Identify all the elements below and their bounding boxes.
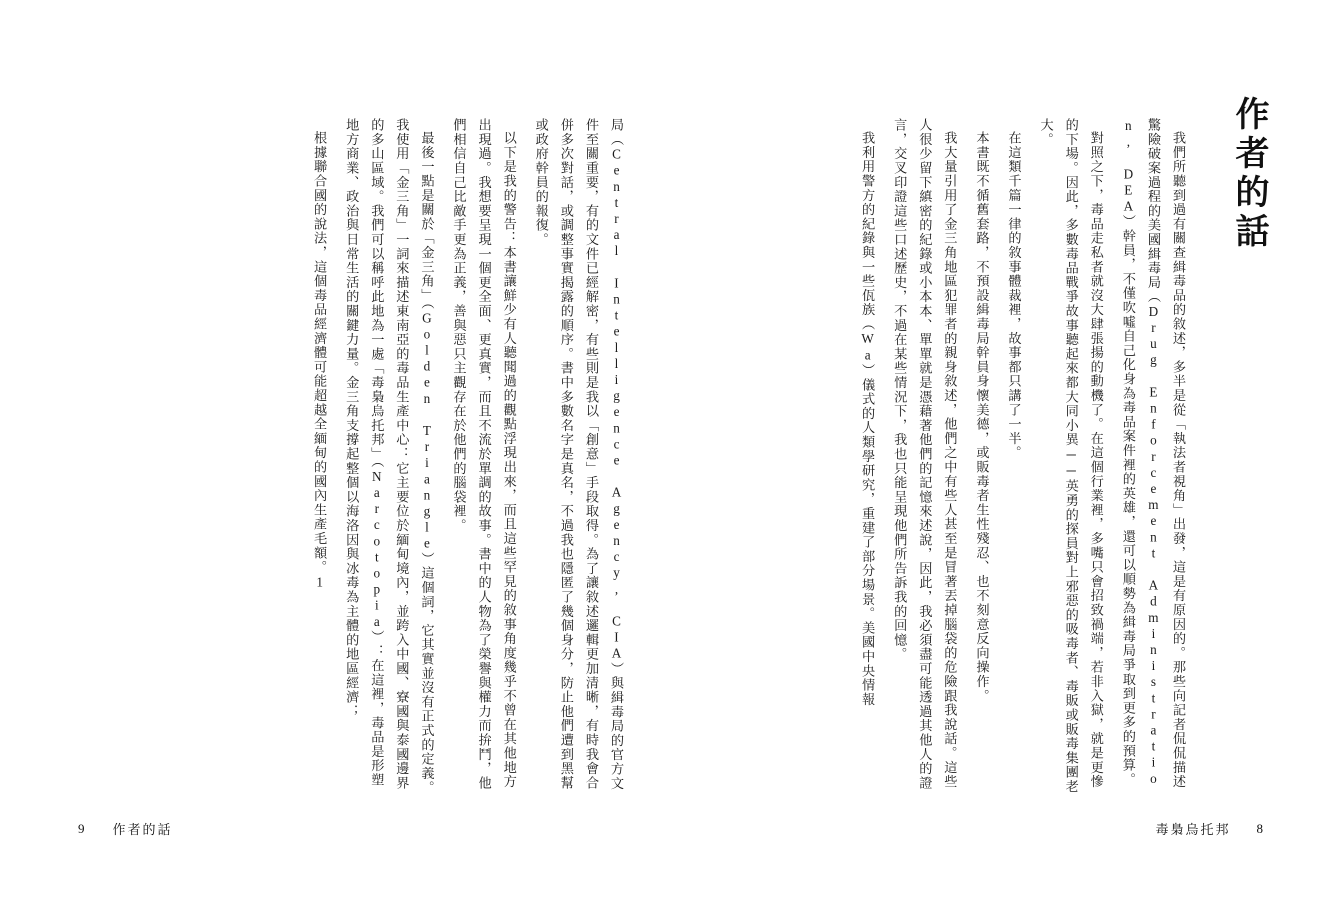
text-column: 我們所聽到過有關查緝毒品的敘述，多半是從「執法者視角」出發，這是有原因的。那些向記者侃侃描述驚險破案過程的美國緝毒局（Drug Enforcement Administration, DEA）幹員，不僅吹噓自己化身為毒品案件裡的英雄，還可以順勢為緝毒局爭取到更多的預算。 [1120, 118, 1186, 789]
text-column: 在這類千篇一律的敘事體裁裡，故事都只講了一半。 [1006, 131, 1022, 461]
left-page [0, 0, 659, 900]
right-page-text-body [848, 118, 1191, 798]
running-head: 作者的話 [112, 822, 173, 837]
right-page-footer [1155, 819, 1265, 838]
right-page [659, 0, 1319, 900]
text-column: 我大量引用了金三角地區犯罪者的親身敘述，他們之中有些人甚至是冒著丟掉腦袋的危險跟我說話。這些人很少留下縝密的紀錄或小本本、單單就是憑藉著他們的記憶來述說，因此，我必須盡可能透過其他人的證言，交叉印證這些口述歷史，不過在某些情況下，我也只能呈現他們所告訴我的回憶。 [892, 118, 958, 791]
running-head: 毒梟烏托邦 [1155, 822, 1231, 837]
page-number: 8 [1256, 820, 1265, 836]
page-title: 作者的話 [1230, 96, 1267, 252]
text-column: 根據聯合國的說法，這個毒品經濟體可能超越全緬甸的國內生產毛額。1 [312, 131, 328, 591]
text-column: 局（Central Intelligence Agency, CIA）與緝毒局的官方文件至關重要，有的文件已經解密，有些則是我以「創意」手段取得。為了讓敘述邏輯更加清晰，有時我會合併多次對話，或調整事實揭露的順序。書中多數名字是真名，不過我也隱匿了幾個身分，防止他們遭到黑幫或政府幹員的報復。 [533, 118, 624, 791]
left-page-text-body [48, 118, 629, 798]
page-number: 9 [78, 820, 87, 836]
text-column: 以下是我的警告：本書讓鮮少有人聽聞過的觀點浮現出來，而且這些罕見的敘事角度幾乎不曾在其他地方出現過。我想要呈現一個更全面、更真實，而且不流於單調的故事。書中的人物為了榮譽與權力而拚鬥，他們相信自己比敵手更為正義，善與惡只主觀存在於他們的腦袋裡。 [451, 118, 517, 791]
text-column: 最後一點是關於「金三角」（Golden Triangle）這個詞，它其實並沒有正式的定義。我使用「金三角」一詞來描述東南亞的毒品生產中心：它主要位於緬甸境內，並跨入中國、寮國與泰國邊界的多山區域。我們可以稱呼此地為一處「毒梟烏托邦」（Narcotopia）：在這裡，毒品是形塑地方商業、政治與日常生活的關鍵力量。金三角支撐起整個以海洛因與冰毒為主體的地區經濟； [344, 118, 435, 796]
text-column: 對照之下，毒品走私者就沒大肆張揚的動機了。在這個行業裡，多嘴只會招致禍端，若非入獄，就是更慘的下場。因此，多數毒品戰爭故事聽起來都大同小異──英勇的探員對上邪惡的吸毒者、毒販或販毒集團老大。 [1038, 118, 1104, 794]
left-page-footer [78, 819, 173, 838]
text-column: 我利用警方的紀錄與一些佤族（Wa）儀式的人類學研究，重建了部分場景。美國中央情報 [860, 131, 876, 707]
text-column: 本書既不循舊套路，不預設緝毒局幹員身懷美德，或販毒者生性殘忍、也不刻意反向操作。 [974, 131, 990, 704]
